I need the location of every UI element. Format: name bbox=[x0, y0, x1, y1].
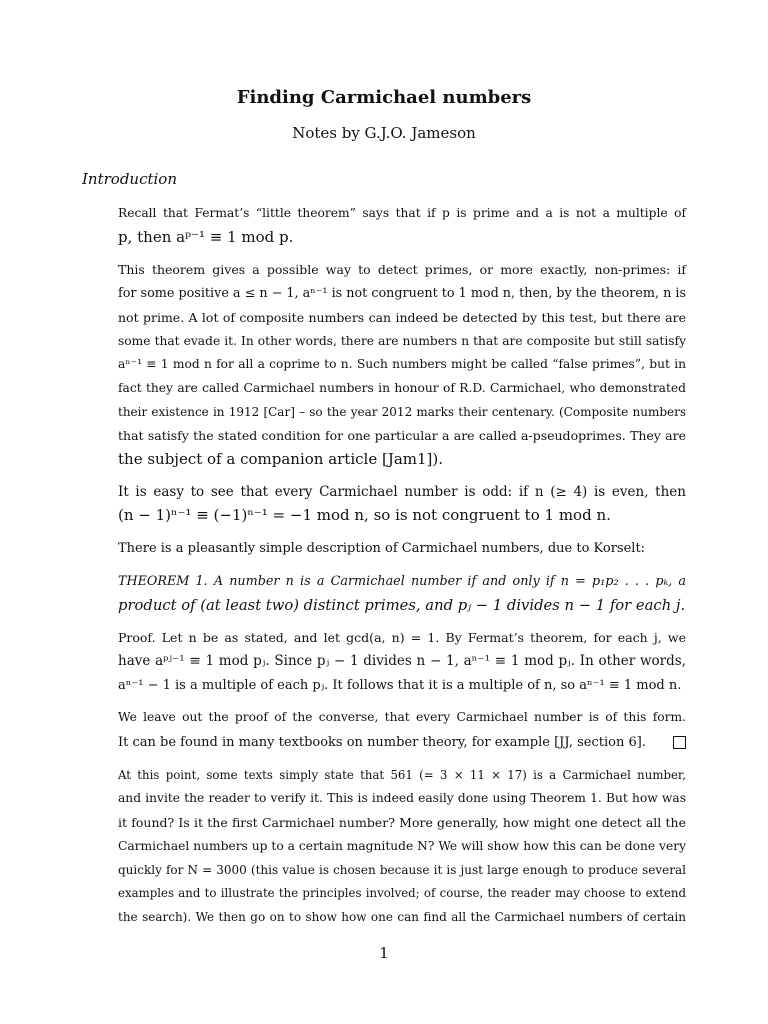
text-line: quickly for N = 3000 (this value is chosen because it is just large enough to produce several bbox=[118, 862, 686, 877]
qed-box-icon bbox=[673, 736, 686, 749]
text-line: p, then aᵖ⁻¹ ≡ 1 mod p. bbox=[118, 227, 294, 246]
section-heading: Introduction bbox=[82, 170, 177, 188]
theorem-1 bbox=[82, 570, 686, 617]
text-line: At this point, some texts simply state that 561 (= 3 × 11 × 17) is a Carmichael number, bbox=[118, 767, 686, 782]
text-line: It is easy to see that every Carmichael number is odd: if n (≥ 4) is even, then bbox=[118, 483, 686, 500]
text-line: aⁿ⁻¹ − 1 is a multiple of each pⱼ. It follows that it is a multiple of n, so aⁿ⁻¹ ≡ 1 mod n. bbox=[118, 677, 682, 693]
text-line: It can be found in many textbooks on number theory, for example [JJ, section 6]. bbox=[118, 735, 646, 751]
text-line: examples and to illustrate the principles involved; of course, the reader may choose to extend bbox=[118, 886, 686, 901]
text-line: have aᵖʲ⁻¹ ≡ 1 mod pⱼ. Since pⱼ − 1 divides n − 1, aⁿ⁻¹ ≡ 1 mod pⱼ. In other words, bbox=[118, 652, 686, 669]
paragraph-561 bbox=[82, 764, 686, 930]
text-line: their existence in 1912 [Car] – so the year 2012 marks their centenary. (Composite numbers bbox=[118, 404, 686, 419]
text-line: This theorem gives a possible way to detect primes, or more exactly, non-primes: if bbox=[118, 262, 686, 278]
text-line: fact they are called Carmichael numbers in honour of R.D. Carmichael, who demonstrated bbox=[118, 380, 686, 395]
text-line: and invite the reader to verify it. This is indeed easily done using Theorem 1. But how was bbox=[118, 791, 686, 806]
text-line: Proof. Let n be as stated, and let gcd(a, n) = 1. By Fermat’s theorem, for each j, we bbox=[118, 630, 686, 646]
text-line: for some positive a ≤ n − 1, aⁿ⁻¹ is not congruent to 1 mod n, then, by the theorem, n is bbox=[118, 286, 686, 302]
text-line: product of (at least two) distinct primes, and pⱼ − 1 divides n − 1 for each j. bbox=[118, 596, 686, 614]
qed-line bbox=[82, 730, 686, 755]
body-text bbox=[82, 202, 686, 939]
text-line: the subject of a companion article [Jam1]). bbox=[118, 450, 444, 469]
text-line: Carmichael numbers up to a certain magnitude N? We will show how this can be done very bbox=[118, 838, 686, 853]
text-line: some that evade it. In other words, there are numbers n that are composite but still satisfy bbox=[118, 333, 686, 348]
paragraph-korselt bbox=[82, 537, 686, 561]
paragraph-odd bbox=[82, 481, 686, 528]
text-line: THEOREM 1. A number n is a Carmichael number if and only if n = p₁p₂ . . . pₖ, a bbox=[118, 573, 686, 589]
text-line: Recall that Fermat’s “little theorem” says that if p is prime and a is not a multiple of bbox=[118, 206, 686, 220]
paragraph-converse bbox=[82, 706, 686, 754]
proof bbox=[82, 626, 686, 697]
text-line: We leave out the proof of the converse, that every Carmichael number is of this form. bbox=[118, 710, 686, 725]
paper-title: Finding Carmichael numbers bbox=[236, 87, 532, 108]
paragraph-fermat bbox=[82, 202, 686, 249]
text-line: not prime. A lot of composite numbers can indeed be detected by this test, but there are bbox=[118, 309, 686, 325]
page-number: 1 bbox=[379, 944, 389, 962]
text-line: it found? Is it the first Carmichael number? More generally, how might one detect all the bbox=[118, 815, 686, 831]
paper-author: Notes by G.J.O. Jameson bbox=[292, 124, 476, 142]
text-line: the search). We then go on to show how one can find all the Carmichael numbers of certain bbox=[118, 909, 686, 924]
text-line: There is a pleasantly simple description of Carmichael numbers, due to Korselt: bbox=[118, 541, 646, 557]
text-line: aⁿ⁻¹ ≡ 1 mod n for all a coprime to n. Such numbers might be called “false primes”, but in bbox=[118, 357, 686, 372]
text-line: that satisfy the stated condition for one particular a are called a-pseudoprimes. They are bbox=[118, 428, 686, 444]
text-line: (n − 1)ⁿ⁻¹ ≡ (−1)ⁿ⁻¹ = −1 mod n, so is not congruent to 1 mod n. bbox=[118, 506, 611, 525]
paragraph-detect-primes bbox=[82, 258, 686, 471]
